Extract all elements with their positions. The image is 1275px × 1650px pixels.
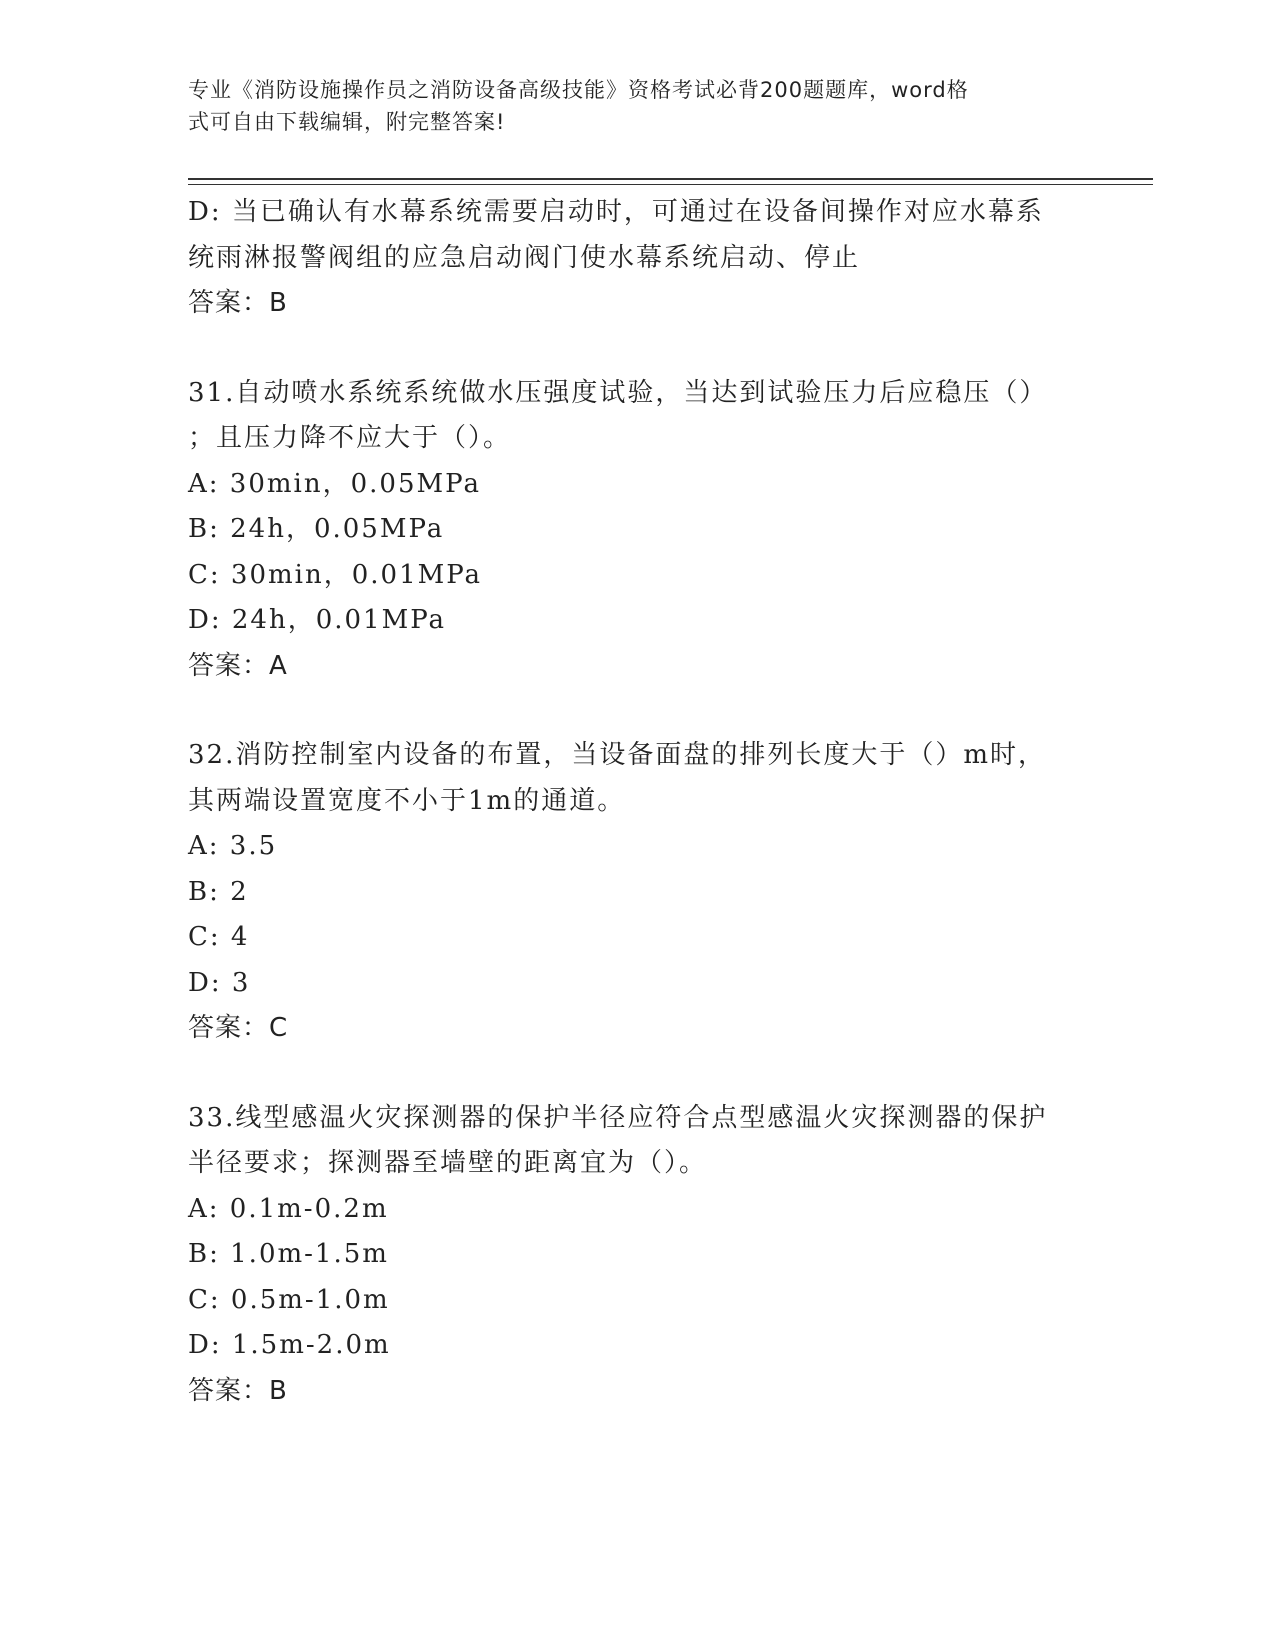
question-stem-line-1: 32.消防控制室内设备的布置，当设备面盘的排列长度大于（）m时， [188,740,1047,770]
question-list [188,190,1088,1458]
option-a: A: 0.1m-0.2m [188,1193,389,1224]
option-a: A: 3.5 [188,831,278,861]
question-stem-line-2: 半径要求；探测器至墙壁的距离宜为（）。 [188,1148,708,1178]
answer-text: 答案：B [188,1375,288,1406]
option-d-line-1: D: 当已确认有水幕系统需要启动时，可通过在设备间操作对应水幕系 [188,197,1044,227]
question-31 [188,371,1088,690]
option-c: C: 0.5m-1.0m [188,1284,390,1315]
carryover-block [188,190,1088,327]
option-d: D: 1.5m-2.0m [188,1330,391,1360]
question-stem-line-1: 33.线型感温火灾探测器的保护半径应符合点型感温火灾探测器的保护 [188,1102,1048,1133]
header-line-1: 专业《消防设施操作员之消防设备高级技能》资格考试必背200题题库，word格 [188,78,969,102]
question-33 [188,1096,1088,1415]
option-d-line-2: 统雨淋报警阀组的应急启动阀门使水幕系统启动、停止 [188,242,861,273]
answer-text: 答案：C [188,1013,289,1043]
option-a: A: 30min，0.05MPa [188,468,481,499]
question-stem-line-2: 其两端设置宽度不小于1m的通道。 [188,785,626,816]
page-header [188,74,1068,138]
option-c: C: 4 [188,922,250,952]
header-line-2: 式可自由下载编辑，附完整答案! [188,110,506,134]
answer-text: 答案：A [188,650,288,681]
option-b: B: 24h，0.05MPa [188,514,445,544]
question-32 [188,733,1088,1052]
option-d: D: 3 [188,967,251,998]
header-divider-thin [188,184,1153,185]
question-stem-line-1: 31.自动喷水系统系统做水压强度试验，当达到试验压力后应稳压（） [188,377,1048,408]
header-divider-thick [188,178,1153,180]
answer-text: 答案：B [188,288,288,318]
question-stem-line-2: ；且压力降不应大于（）。 [188,423,512,453]
option-d: D: 24h，0.01MPa [188,605,447,635]
option-b: B: 2 [188,876,249,907]
option-c: C: 30min，0.01MPa [188,559,483,590]
option-b: B: 1.0m-1.5m [188,1239,389,1269]
